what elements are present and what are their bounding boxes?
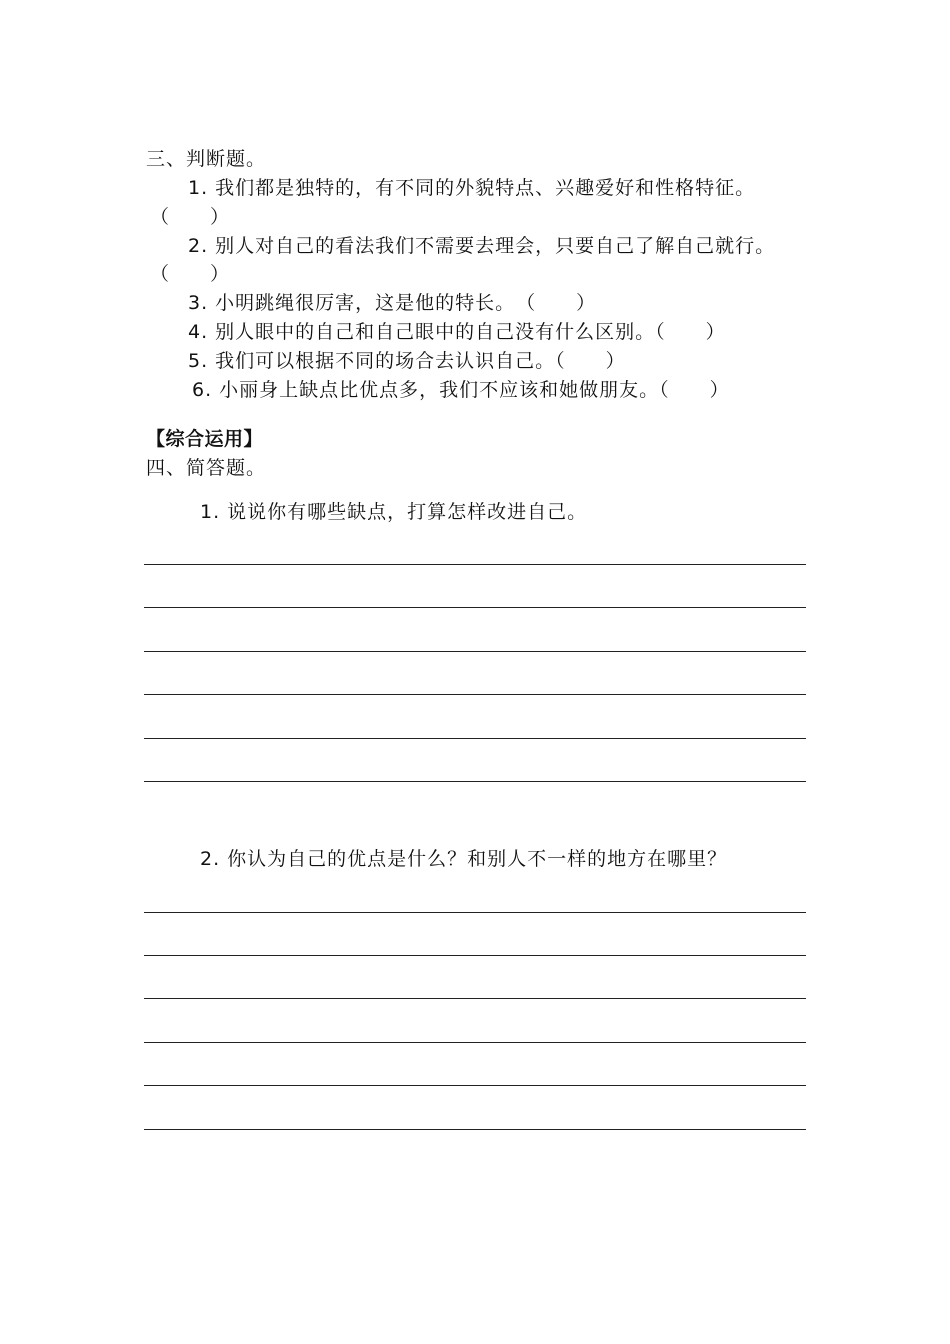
- answer-line-q1-1[interactable]: [144, 564, 806, 565]
- answer-line-q1-3[interactable]: [144, 651, 806, 652]
- judge-item-2-blank[interactable]: （ ）: [150, 263, 231, 285]
- answer-line-q1-4[interactable]: [144, 694, 806, 695]
- section-label-comprehensive: 【综合运用】: [146, 428, 264, 450]
- answer-line-q2-3[interactable]: [144, 998, 806, 999]
- judge-item-6: 6. 小丽身上缺点比优点多，我们不应该和她做朋友。（ ）: [192, 379, 730, 401]
- judge-item-2: 2. 别人对自己的看法我们不需要去理会，只要自己了解自己就行。: [188, 235, 776, 257]
- question-1: 1. 说说你有哪些缺点，打算怎样改进自己。: [200, 501, 588, 523]
- answer-line-q1-5[interactable]: [144, 738, 806, 739]
- answer-line-q2-1[interactable]: [144, 912, 806, 913]
- answer-line-q2-5[interactable]: [144, 1085, 806, 1086]
- answer-line-q1-6[interactable]: [144, 781, 806, 782]
- answer-line-q1-2[interactable]: [144, 607, 806, 608]
- section-3-heading: 三、判断题。: [146, 148, 267, 170]
- judge-item-5: 5. 我们可以根据不同的场合去认识自己。（ ）: [188, 350, 626, 372]
- section-4-heading: 四、简答题。: [146, 457, 267, 479]
- question-2: 2. 你认为自己的优点是什么？和别人不一样的地方在哪里？: [200, 848, 728, 870]
- judge-item-3: 3. 小明跳绳很厉害，这是他的特长。 （ ）: [188, 292, 597, 314]
- answer-line-q2-2[interactable]: [144, 955, 806, 956]
- judge-item-1: 1. 我们都是独特的，有不同的外貌特点、兴趣爱好和性格特征。: [188, 177, 756, 199]
- answer-line-q2-4[interactable]: [144, 1042, 806, 1043]
- judge-item-1-blank[interactable]: （ ）: [150, 206, 231, 228]
- answer-line-q2-6[interactable]: [144, 1129, 806, 1130]
- judge-item-4: 4. 别人眼中的自己和自己眼中的自己没有什么区别。（ ）: [188, 321, 726, 343]
